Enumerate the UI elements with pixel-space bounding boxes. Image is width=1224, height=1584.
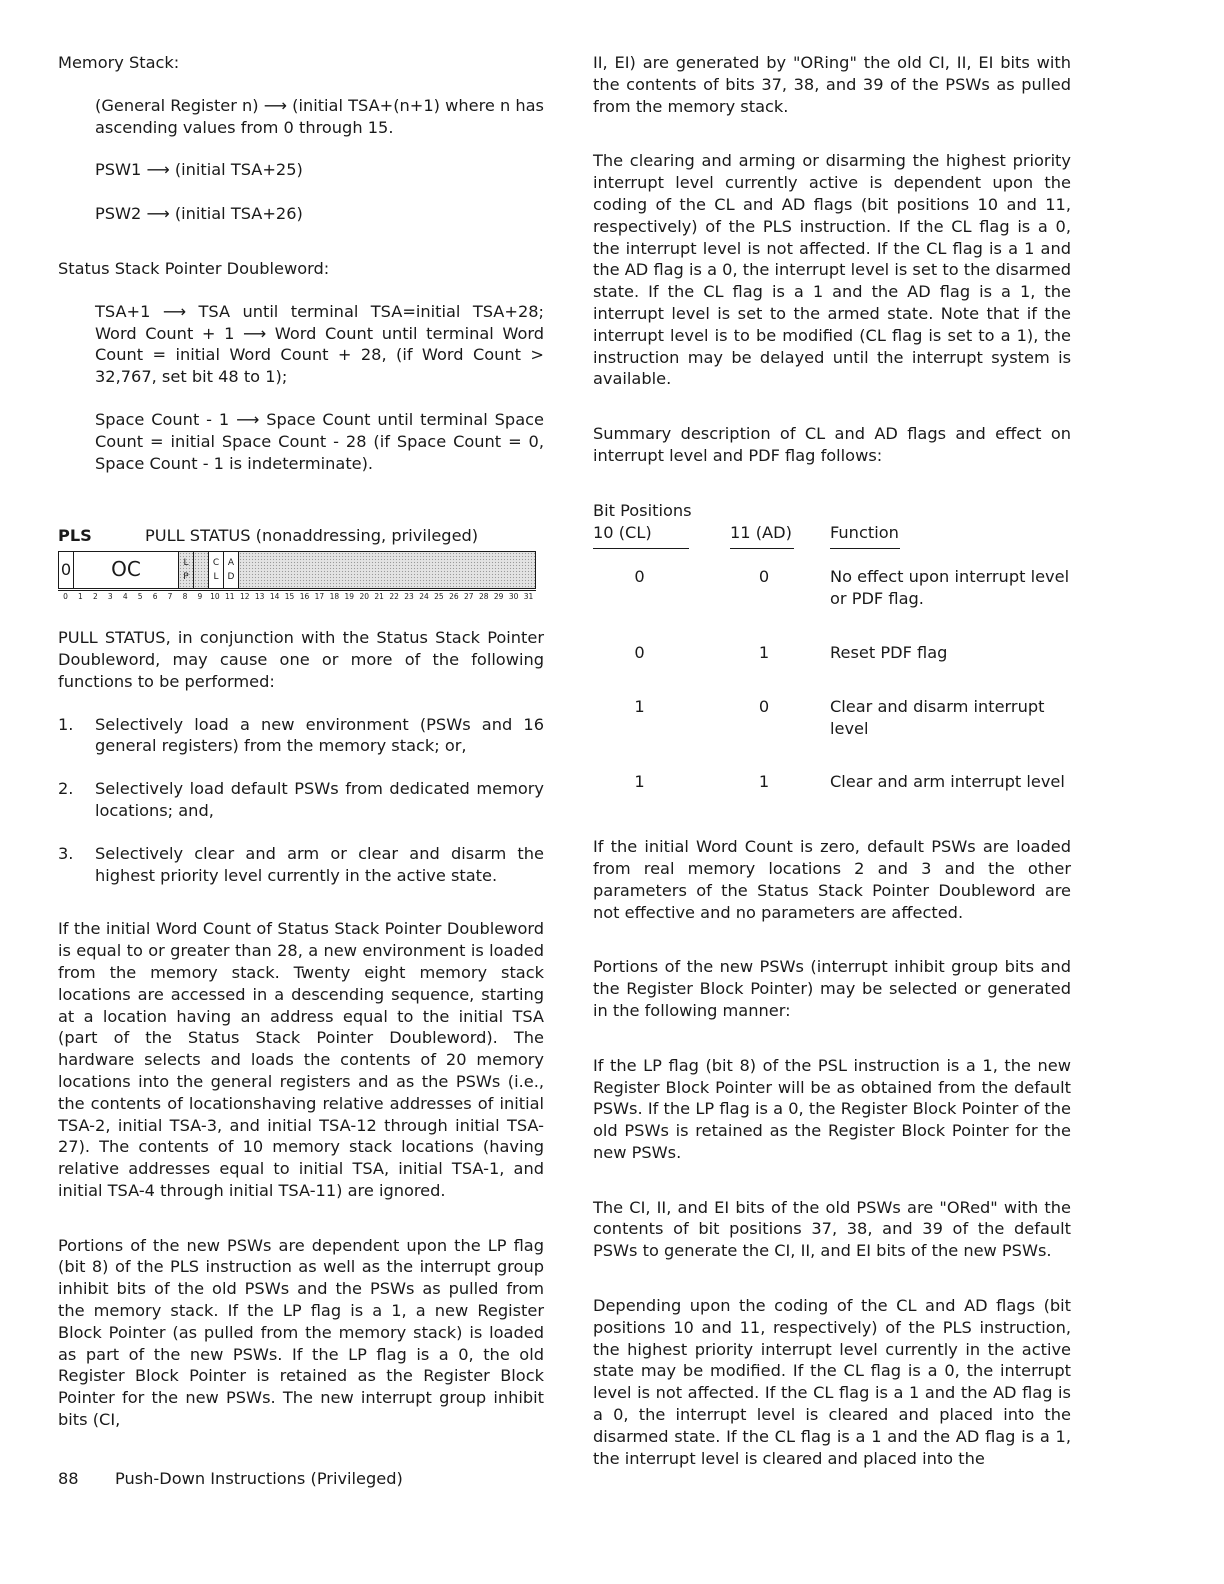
lp-flag-field: L P — [179, 552, 194, 588]
list-item-text: Selectively clear and arm or clear and disarm the highest priority level currently in the active state. — [95, 843, 544, 885]
table-header-ad: 11 (AD) — [730, 522, 794, 550]
bit-number: 1 — [78, 592, 83, 602]
table-row: 0 0 No effect upon interrupt level or PDF flag. — [634, 567, 1070, 609]
bit-number: 12 — [239, 592, 250, 602]
bit-number: 11 — [225, 592, 235, 602]
bit-number: 25 — [434, 592, 444, 602]
paragraph-new-psws: Portions of the new PSWs are dependent upon the LP flag (bit 8) of the PLS instruction as well as the interrupt group inhibit bits of the old PSWs and the PSWs as pulled from the memory stack. If the LP flag is a 1, a new Register Block Pointer (as pulled from the memory stack) is loaded as part of the new PSWs. If the LP flag is a 0, the old Register Block Pointer is retained as the Register Block Pointer for the new PSWs. The new interrupt group inhibit bits (CI, — [58, 1235, 544, 1430]
instruction-mnemonic: PLS — [58, 526, 92, 546]
bit-number: 17 — [314, 592, 325, 602]
memory-stack-heading: Memory Stack: — [58, 53, 180, 72]
table-row: 1 1 Clear and arm interrupt level — [634, 772, 1065, 792]
bit-number: 24 — [419, 592, 429, 602]
ad-flag-field: A D — [224, 552, 239, 588]
bit-number: 8 — [182, 592, 188, 602]
paragraph-portions-new-psws: Portions of the new PSWs (interrupt inhibit group bits and the Register Block Pointer) may be selected or generated in the following manner: — [593, 957, 1071, 1020]
paragraph-summary: Summary description of CL and AD flags and effect on interrupt level and PDF flag follows: — [593, 424, 1071, 465]
pls-intro: PULL STATUS, in conjunction with the Status Stack Pointer Doubleword, may cause one or more of the following functions to be performed: — [58, 628, 544, 691]
bit-number: 31 — [523, 592, 534, 602]
table-header-cl: 10 (CL) — [593, 522, 689, 550]
status-stack-line-2: Space Count - 1 ⟶ Space Count until terminal Space Count = initial Space Count - 28 (if Space Count = 0, Space Count - 1 is indeterminate). — [95, 409, 544, 473]
status-stack-heading: Status Stack Pointer Doubleword: — [58, 258, 330, 278]
paragraph-ci-ii-ei: The CI, II, and EI bits of the old PSWs are "ORed" with the contents of bit positions 37, 38, and 39 of the default PSWs to generate the CI, II, and EI bits of the new PSWs. — [593, 1197, 1071, 1261]
bit-number: 18 — [329, 592, 340, 602]
page-footer — [58, 1468, 403, 1490]
indirect-bit-field: 0 — [59, 552, 74, 588]
bit-number: 16 — [299, 592, 310, 602]
paragraph-depending: Depending upon the coding of the CL and AD flags (bit positions 10 and 11, respectively) of the PLS instruction, the highest priority interrupt level currently in the active state may be modified. If the CL flag is a 0, the interrupt level is not affected. If the CL flag is a 1 and the AD flag is a 0, the interrupt level is cleared and placed into the disarmed state. If the CL flag is a 1 and the AD flag is a 1, the interrupt level is cleared and placed into the — [593, 1296, 1071, 1468]
right-column — [593, 52, 1071, 1469]
paragraph-clearing-arming: The clearing and arming or disarming the highest priority interrupt level currently active is dependent upon the coding of the CL and AD flags (bit positions 10 and 11, respectively) of the PLS instruction. If the CL flag is a 0, the interrupt level is not affected. If the CL flag is a 1 and the AD flag is a 0, the interrupt level is set to the disarmed state. If the CL flag is a 1 and the AD flag is a 1, the interrupt level is set to the armed state. Note that if the interrupt level is to be modified (CL flag is set to a 1), the instruction may be delayed until the interrupt system is available. — [593, 151, 1071, 389]
bit-number-scale — [58, 590, 536, 603]
bit-number: 10 — [210, 592, 220, 602]
footer-section-title: Push-Down Instructions (Privileged) — [115, 1469, 403, 1488]
bit-number: 21 — [374, 592, 384, 602]
bit-number: 20 — [359, 592, 369, 602]
instruction-heading — [58, 525, 544, 547]
status-stack-line-1: TSA+1 ⟶ TSA until terminal TSA=initial TSA+28; Word Count + 1 ⟶ Word Count until terminal Word Count = initial Word Count + 28, (if Word Count > 32,767, set bit 48 to 1); — [95, 301, 544, 387]
flags-table — [593, 500, 1071, 793]
table-row: 1 0 Clear and disarm interrupt level — [634, 696, 1045, 738]
bit-number: 13 — [254, 592, 265, 602]
list-item-number: 1. — [58, 714, 74, 734]
list-item-number: 3. — [58, 843, 74, 863]
bit-number: 19 — [344, 592, 355, 602]
paragraph-environment-load: If the initial Word Count of Status Stack Pointer Doubleword is equal to or greater than 28, a new environment is loaded from the memory stack. Twenty eight memory stack locations are accessed in a descending sequence, starting at a location having an address equal to the initial TSA (part of the Status Stack Pointer Doubleword). The hardware selects and loads the contents of 20 memory locations into the general registers and as the PSWs (i.e., the contents of locationshaving relative addresses of initial TSA-2, initial TSA-3, and initial TSA-12 through initial TSA-27). The contents of 10 memory stack locations (having relative addresses equal to initial TSA, initial TSA-1, and initial TSA-4 through initial TSA-11) are ignored. — [58, 919, 544, 1200]
bit-number: 6 — [152, 592, 158, 602]
list-item — [58, 778, 544, 822]
bit-number: 15 — [284, 592, 295, 602]
bit-number: 9 — [197, 592, 203, 602]
bit-number: 5 — [137, 592, 143, 602]
memory-stack-line-3: PSW2 ⟶ (initial TSA+26) — [95, 204, 303, 224]
bit-number: 2 — [92, 592, 98, 602]
bit-number: 14 — [269, 592, 280, 602]
memory-stack-line-1: (General Register n) ⟶ (initial TSA+(n+1) where n has ascending values from 0 through 15. — [95, 95, 544, 137]
instruction-format-diagram — [58, 551, 536, 589]
bit-number: 22 — [389, 592, 399, 602]
cl-flag-field: C L — [209, 552, 224, 588]
table-header-bit-positions: Bit Positions — [593, 500, 692, 520]
opcode-field: OC — [74, 552, 179, 588]
bit-number: 29 — [493, 592, 504, 602]
paragraph-oring-continuation: II, EI) are generated by "ORing" the old CI, II, EI bits with the contents of bits 37, 38, and 39 of the PSWs as pulled from the memory stack. — [593, 53, 1071, 116]
reserved-bit-9 — [194, 552, 209, 588]
bit-number: 26 — [449, 592, 459, 602]
bit-number: 3 — [107, 592, 113, 602]
bit-number: 4 — [122, 592, 128, 602]
bit-number: 28 — [478, 592, 489, 602]
bit-number: 23 — [404, 592, 414, 602]
paragraph-word-count-zero: If the initial Word Count is zero, default PSWs are loaded from real memory locations 2 and 3 and the other parameters of the Status Stack Pointer Doubleword are not effective and no parameters are affected. — [593, 837, 1071, 922]
paragraph-lp-flag: If the LP flag (bit 8) of the PSL instruction is a 1, the new Register Block Pointer will be as obtained from the default PSWs. If the LP flag is a 0, the Register Block Pointer of the old PSWs is retained as the Register Block Pointer for the new PSWs. — [593, 1055, 1071, 1162]
function-list — [58, 714, 544, 887]
table-header-row — [593, 522, 1071, 550]
instruction-title: PULL STATUS (nonaddressing, privileged) — [145, 526, 479, 546]
bit-number: 27 — [464, 592, 474, 602]
bit-number: 0 — [63, 592, 68, 602]
list-item — [58, 843, 544, 887]
page-number: 88 — [58, 1469, 79, 1488]
table-header-function: Function — [830, 522, 900, 550]
bit-number: 7 — [167, 592, 173, 602]
table-row: 0 1 Reset PDF flag — [634, 642, 948, 662]
bit-number: 30 — [508, 592, 519, 602]
list-item — [58, 714, 544, 758]
memory-stack-line-2: PSW1 ⟶ (initial TSA+25) — [95, 160, 303, 180]
list-item-text: Selectively load a new environment (PSWs and 16 general registers) from the memory stack; or, — [95, 714, 544, 756]
left-column — [58, 52, 544, 1431]
reserved-field-shading — [239, 552, 535, 588]
list-item-text: Selectively load default PSWs from dedicated memory locations; and, — [95, 779, 544, 820]
list-item-number: 2. — [58, 779, 74, 799]
